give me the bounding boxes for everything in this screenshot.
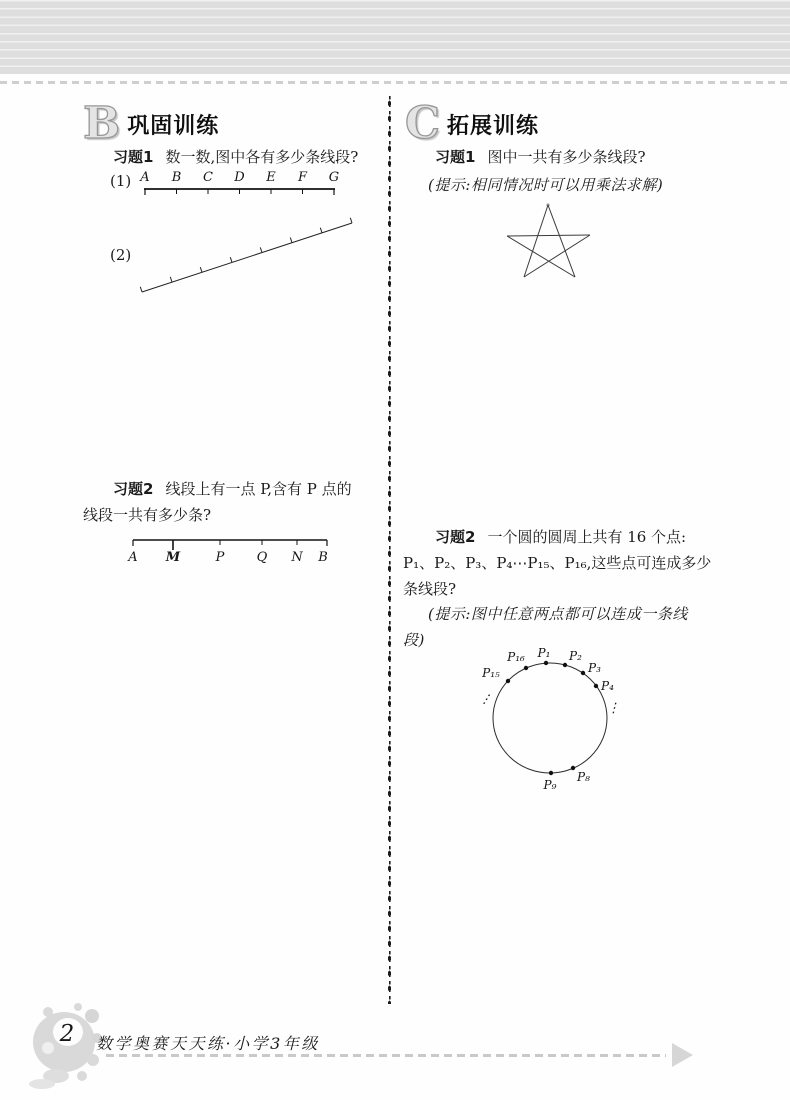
point-label: B xyxy=(171,170,182,185)
circle-point-label-p1: P₁ xyxy=(537,646,551,660)
section-c-letter: C xyxy=(405,98,441,149)
right-ex2-question-line3 xyxy=(403,578,456,599)
section-c-header xyxy=(405,98,540,149)
column-divider xyxy=(385,96,394,1004)
top-dashed-rule xyxy=(0,81,790,84)
point-label: C xyxy=(203,170,213,185)
circle-point-label-p2: P₂ xyxy=(569,649,582,663)
point-label: Q xyxy=(256,550,268,565)
circle-point-label-p4: P₄ xyxy=(601,679,614,693)
right-ex1-label: 习题1 xyxy=(435,148,476,166)
right-ex2-question-line2 xyxy=(403,552,711,573)
circle-point-label-p3: P₃ xyxy=(588,661,601,675)
left-ex2-question-line2 xyxy=(83,504,211,525)
right-ex2-text3: 条线段? xyxy=(403,580,457,598)
circle-point-label-p9: P₉ xyxy=(543,778,557,792)
left-fig1-number: (1) xyxy=(110,172,132,190)
right-ex1-hint: (提示:相同情况时可以用乘法求解) xyxy=(428,176,664,194)
point-label: B xyxy=(318,550,328,565)
right-ex2-text2: P₁、P₂、P₃、P₄⋯P₁₅、P₁₆,这些点可连成多少 xyxy=(403,554,712,572)
left-ex1-question xyxy=(113,146,358,167)
page-top-banner xyxy=(0,0,790,74)
right-ex2-text1: 一个圆的圆周上共有 16 个点: xyxy=(487,528,687,546)
right-ex1-text: 图中一共有多少条线段? xyxy=(487,148,646,166)
right-ex2-hint-line2: 段) xyxy=(403,631,425,649)
point-label: P xyxy=(215,550,225,565)
left-ex2-question-line1 xyxy=(113,478,352,499)
left-fig2-number: (2) xyxy=(110,246,132,264)
left-ex1-text: 数一数,图中各有多少条线段? xyxy=(165,148,359,166)
right-ex2-question-line1 xyxy=(435,526,686,547)
point-label: E xyxy=(266,170,276,185)
point-label: A xyxy=(128,550,138,565)
right-ex1-question xyxy=(435,146,645,167)
circle-point-label-p15: P₁₅ xyxy=(482,666,500,680)
left-ex2-label: 习题2 xyxy=(113,480,154,498)
segment-line-figure-abcdefg xyxy=(133,166,348,200)
right-ex2-label: 习题2 xyxy=(435,528,476,546)
segment-line-figure-amp xyxy=(123,527,338,565)
point-label: A xyxy=(140,170,150,185)
book-title: 数学奥赛天天练·小学3年级 xyxy=(96,1034,320,1053)
left-ex2-text2: 线段一共有多少条? xyxy=(83,506,212,524)
right-ex2-hint-line1: (提示:图中任意两点都可以连成一条线 xyxy=(428,605,688,623)
pentagram-figure xyxy=(494,196,606,288)
slanted-line-figure xyxy=(128,212,363,304)
page-number: 2 xyxy=(59,1021,75,1047)
circle-point-label-p16: P₁₆ xyxy=(507,650,525,664)
footer-dashed-rule xyxy=(106,1054,666,1057)
footer-arrow-icon xyxy=(672,1043,693,1067)
section-b-header xyxy=(83,98,220,149)
ellipsis-left: ⋮ xyxy=(477,690,495,709)
section-b-letter: B xyxy=(83,98,121,149)
point-label: G xyxy=(328,170,340,185)
section-c-title: 拓展训练 xyxy=(447,113,540,139)
left-ex1-label: 习题1 xyxy=(113,148,154,166)
ellipsis-right: ⋮ xyxy=(607,701,620,716)
point-label: D xyxy=(234,170,245,185)
circle-points-figure xyxy=(455,646,660,798)
point-label: N xyxy=(291,550,303,565)
left-ex2-text1: 线段上有一点 P,含有 P 点的 xyxy=(165,480,352,498)
circle-point-label-p8: P₈ xyxy=(577,770,590,784)
point-label: F xyxy=(297,170,308,185)
point-label: M xyxy=(165,550,181,565)
section-b-title: 巩固训练 xyxy=(127,113,220,139)
